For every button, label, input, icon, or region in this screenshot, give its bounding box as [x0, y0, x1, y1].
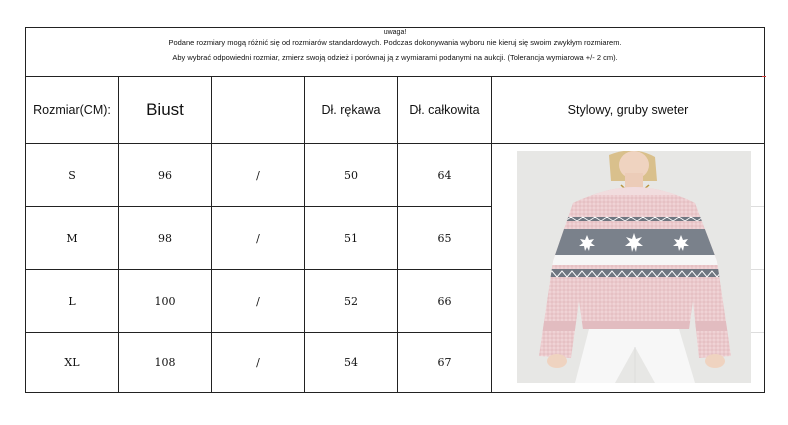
table-cell-size: M: [66, 231, 78, 245]
notice-box: [26, 28, 764, 77]
table-cell-length: 66: [437, 294, 452, 308]
table-cell-sleeve: 54: [344, 356, 358, 369]
table-cell-other: /: [256, 168, 260, 182]
table-cell-sleeve: 50: [344, 168, 358, 182]
table-cell-bust: 100: [154, 294, 176, 308]
notice-line-2: Aby wybrać odpowiedni rozmiar, zmierz swoją odzież i porównaj ją z wymiarami podanymi na aukcji. (Tolerancja wymiarowa +/- 2 cm).: [172, 53, 618, 62]
table-cell-bust: 108: [154, 356, 176, 369]
header-length: Dł. całkowita: [409, 102, 480, 117]
header-size: Rozmiar(CM):: [33, 102, 111, 117]
table-cell-other: /: [256, 356, 260, 369]
table-cell-bust: 98: [158, 231, 172, 245]
table-cell-size: S: [68, 168, 76, 182]
table-cell-length: 65: [437, 231, 452, 245]
table-cell-length: 64: [437, 168, 452, 182]
header-product: Stylowy, gruby sweter: [567, 102, 689, 117]
product-photo: [517, 151, 751, 383]
table-cell-size: L: [68, 294, 76, 308]
header-sleeve: Dł. rękawa: [321, 102, 381, 117]
table-cell-other: /: [256, 231, 260, 245]
table-cell-bust: 96: [158, 168, 172, 182]
header-bust: Biust: [146, 99, 184, 119]
table-cell-length: 67: [437, 356, 452, 369]
divider: [750, 206, 764, 207]
divider: [750, 332, 764, 333]
table-cell-sleeve: 51: [344, 231, 358, 245]
size-chart-frame: [25, 27, 765, 393]
header-empty: [212, 76, 304, 143]
divider: [750, 269, 764, 270]
notice-line-1: Podane rozmiary mogą różnić się od rozmiarów standardowych. Podczas dokonywania wyboru nie kieruj się swoim zwykłym rozmiarem.: [168, 38, 622, 47]
table-cell-sleeve: 52: [344, 294, 358, 308]
table-cell-size: XL: [64, 356, 80, 369]
table-cell-other: /: [256, 294, 260, 308]
edge-mark: [762, 76, 766, 77]
notice-title: uwaga!: [383, 29, 407, 36]
